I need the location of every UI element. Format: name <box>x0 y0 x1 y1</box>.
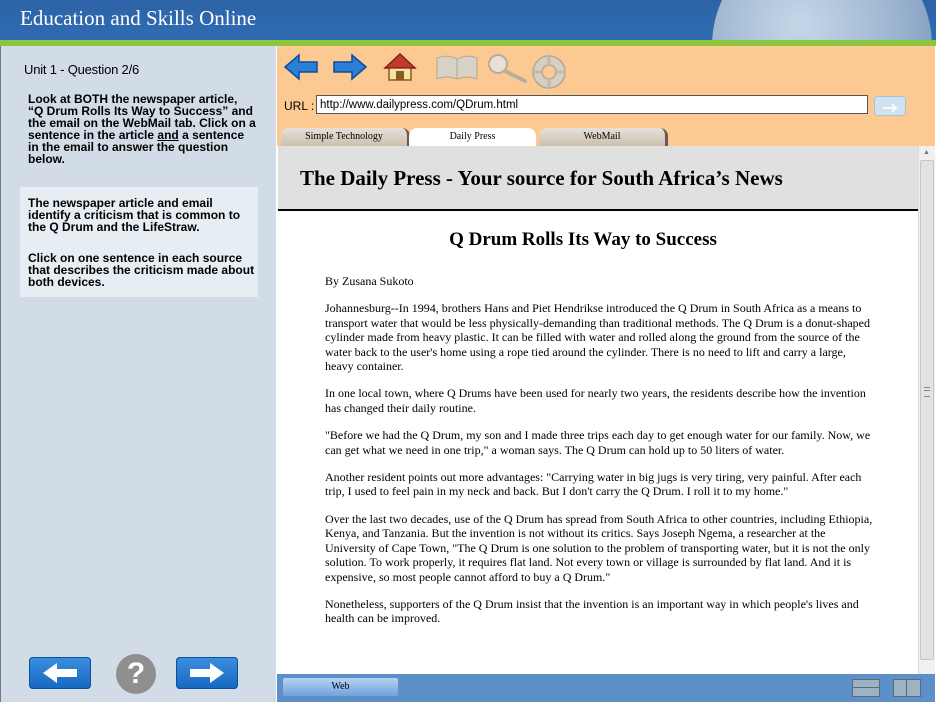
article-paragraph[interactable]: In one local town, where Q Drums have been used for nearly two years, the residents describe how the invention has changed their daily routine. <box>325 386 866 415</box>
forward-arrow-icon[interactable] <box>332 52 368 82</box>
article-byline: By Zusana Sukoto <box>325 274 414 288</box>
question-title: Unit 1 - Question 2/6 <box>24 62 140 77</box>
app-title: Education and Skills Online <box>20 6 257 30</box>
web-app-tab[interactable]: Web <box>283 678 398 696</box>
globe-graphic <box>712 0 932 40</box>
scrollbar-grip-line <box>924 390 930 391</box>
next-arrow-icon <box>176 657 238 689</box>
help-button[interactable]: ? <box>116 654 156 694</box>
previous-button[interactable] <box>29 657 91 689</box>
article-headline: Q Drum Rolls Its Way to Success <box>449 229 717 250</box>
vertical-split-divider <box>906 680 907 696</box>
tab-simple-technology[interactable]: Simple Technology <box>281 128 410 146</box>
go-button[interactable] <box>874 96 906 116</box>
article-paragraph[interactable]: Over the last two decades, use of the Q Drum has spread from South Africa to other countries, including Ethiopia, Kenya, and Tanzania. But the invention is not without its critics. Says Joseph Ngema, a researcher at the University of Cape Town, "The Q Drum is one solution to the problem of transporting water, but it is not the only solution. To work properly, it requires flat land. Not every town or village is surrounded by flat land. And it is expensive, so most people cannot afford to buy a Q Drum." <box>325 511 873 584</box>
vertical-split-layout-icon[interactable] <box>893 679 921 697</box>
home-icon[interactable] <box>383 52 417 82</box>
instructions-emphasis-and: and <box>157 128 179 142</box>
article-paragraph[interactable]: Johannesburg--In 1994, brothers Hans and Piet Hendrikse introduced the Q Drum in South Africa as a means to transport water that would be less physically-demanding than traditional methods. The Q Drum is a donut-shaped cylinder made from heavy plastic. It can be filled with water and rolled along the ground from the source of the water back to the user's home using a rope tied around the cylinder. There is no need to lift and carry a large, heavy container. <box>325 301 870 374</box>
scrollbar-thumb[interactable] <box>920 160 934 660</box>
article-paragraph[interactable]: Nonetheless, supporters of the Q Drum insist that the invention is an important way in which people's lives and health can be improved. <box>325 596 859 626</box>
web-page-content <box>278 146 918 674</box>
scrollbar-grip-icon <box>924 387 930 397</box>
tab-webmail[interactable]: WebMail <box>539 128 668 146</box>
question-task: Click on one sentence in each source that describes the criticism made about both devices. <box>28 251 255 289</box>
horizontal-split-layout-icon[interactable] <box>852 679 880 697</box>
scroll-up-arrow-icon[interactable]: ▲ <box>923 149 930 156</box>
bookmarks-book-icon[interactable] <box>434 52 480 82</box>
instructions-part-1: Look at BOTH the newspaper article, “Q Drum Rolls Its Way to Success” and the email on the WebMail tab. Click on a sentence in the article <box>28 92 256 142</box>
question-instructions <box>28 93 256 165</box>
previous-arrow-icon <box>29 657 91 689</box>
back-arrow-icon[interactable] <box>283 52 319 82</box>
help-lifebuoy-icon[interactable] <box>531 54 567 90</box>
search-magnifier-icon[interactable] <box>485 52 529 84</box>
article-paragraph[interactable]: "Before we had the Q Drum, my son and I made three trips each day to get enough water for our family. Now, we can get what we need in one trip," a woman says. The Q Drum can hold up to 50 liters of water. <box>325 428 871 457</box>
newspaper-masthead: The Daily Press - Your source for South Africa’s News <box>300 166 783 190</box>
article-body <box>325 274 875 639</box>
question-prompt: The newspaper article and email identify a criticism that is common to the Q Drum and the LifeStraw. <box>28 196 241 234</box>
next-button[interactable] <box>176 657 238 689</box>
tab-daily-press[interactable]: Daily Press <box>409 128 536 146</box>
horizontal-split-divider <box>853 687 879 688</box>
article-paragraph[interactable]: Another resident points out more advantages: "Carrying water in big jugs is very tiring, very painful. After each trip, I used to feel pain in my neck and back. But I don't carry the Q Drum. I roll it to my home." <box>325 470 862 499</box>
url-input[interactable] <box>316 95 868 114</box>
go-arrow-icon <box>875 97 905 115</box>
instructions-part-2: a sentence in the email to answer the question below. <box>28 128 245 166</box>
url-label: URL : <box>284 99 315 113</box>
